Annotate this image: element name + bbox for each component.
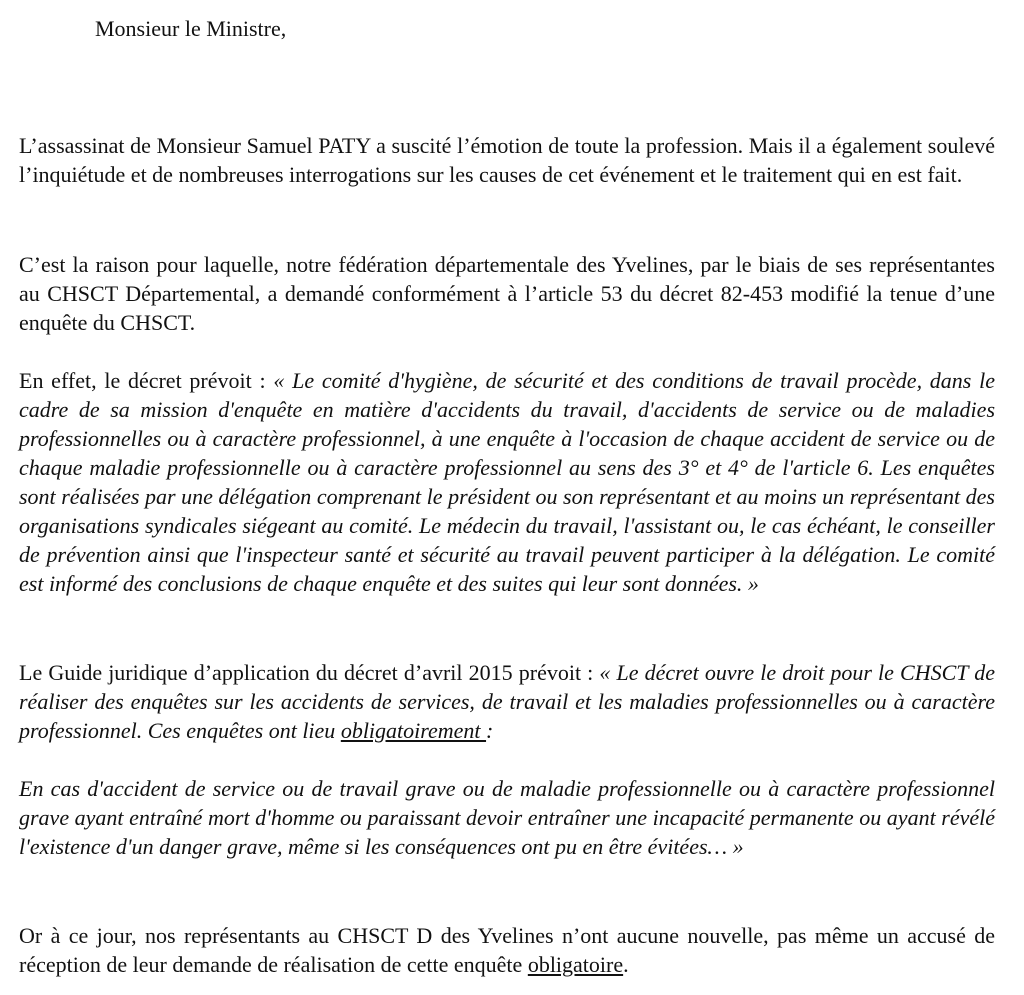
guide-colon: : xyxy=(486,718,494,743)
no-news-period: . xyxy=(623,952,629,977)
decree-quotation: « Le comité d'hygiène, de sécurité et des conditions de travail procède, dans le cadre de sa mission d'enquête en matière d'accidents du travail, d'accidents de service ou de maladies professionnelles ou à caractère professionnel, à une enquête à l'occasion de chaque accident de service ou de chaque maladie professionnelle ou à caractère professionnel au sens des 3° et 4° de l'article 6. Les enquêtes sont réalisées par une délégation comprenant le président ou son représentant et au moins un représentant des organisations syndicales siégeant au comité. Le médecin du travail, l'assistant ou, le cas échéant, le conseiller de prévention ainsi que l'inspecteur santé et sécurité au travail peuvent participer à la délégation. Le comité est informé des conclusions de chaque enquête et des suites qui leur sont données. » xyxy=(19,368,995,596)
guide-quotation: « Le décret ouvre le droit pour le CHSCT de réaliser des enquêtes sur les accidents de services, de travail et les maladies professionnelles ou à caractère professionnel. Ces enquêtes ont lieu xyxy=(19,660,995,743)
paragraph-serious-accident-quote: En cas d'accident de service ou de travail grave ou de maladie professionnelle ou à caractère professionnel grave ayant entraîné mort d'homme ou paraissant devoir entraîner une incapacité permanente ou ayant révélé l'existence d'un danger grave, même si les conséquences ont pu en être évitées… » xyxy=(19,776,995,859)
paragraph-decree-quote xyxy=(19,366,995,598)
paragraph-legal-guide xyxy=(19,658,995,745)
paragraph-inquiry-request: C’est la raison pour laquelle, notre fédération départementale des Yvelines, par le biais de ses représentantes au CHSCT Départemental, a demandé conformément à l’article 53 du décret 82-453 modifié la tenue d’une enquête du CHSCT. xyxy=(19,252,995,335)
paragraph-no-news xyxy=(19,921,995,979)
no-news-text: Or à ce jour, nos représentants au CHSCT D des Yvelines n’ont aucune nouvelle, pas même un accusé de réception de leur demande de réalisation de cette enquête xyxy=(19,923,995,977)
salutation: Monsieur le Ministre, xyxy=(95,16,287,41)
paragraph-assassination: L’assassinat de Monsieur Samuel PATY a suscité l’émotion de toute la profession. Mais il a également soulevé l’inquiétude et de nombreuses interrogations sur les causes de cet événement et le traitement qui en est fait. xyxy=(19,133,995,187)
no-news-underlined-word: obligatoire xyxy=(527,952,624,977)
guide-underlined-word: obligatoirement xyxy=(340,718,487,743)
decree-intro: En effet, le décret prévoit : xyxy=(19,368,274,393)
guide-intro: Le Guide juridique d’application du décret d’avril 2015 prévoit : xyxy=(19,660,600,685)
